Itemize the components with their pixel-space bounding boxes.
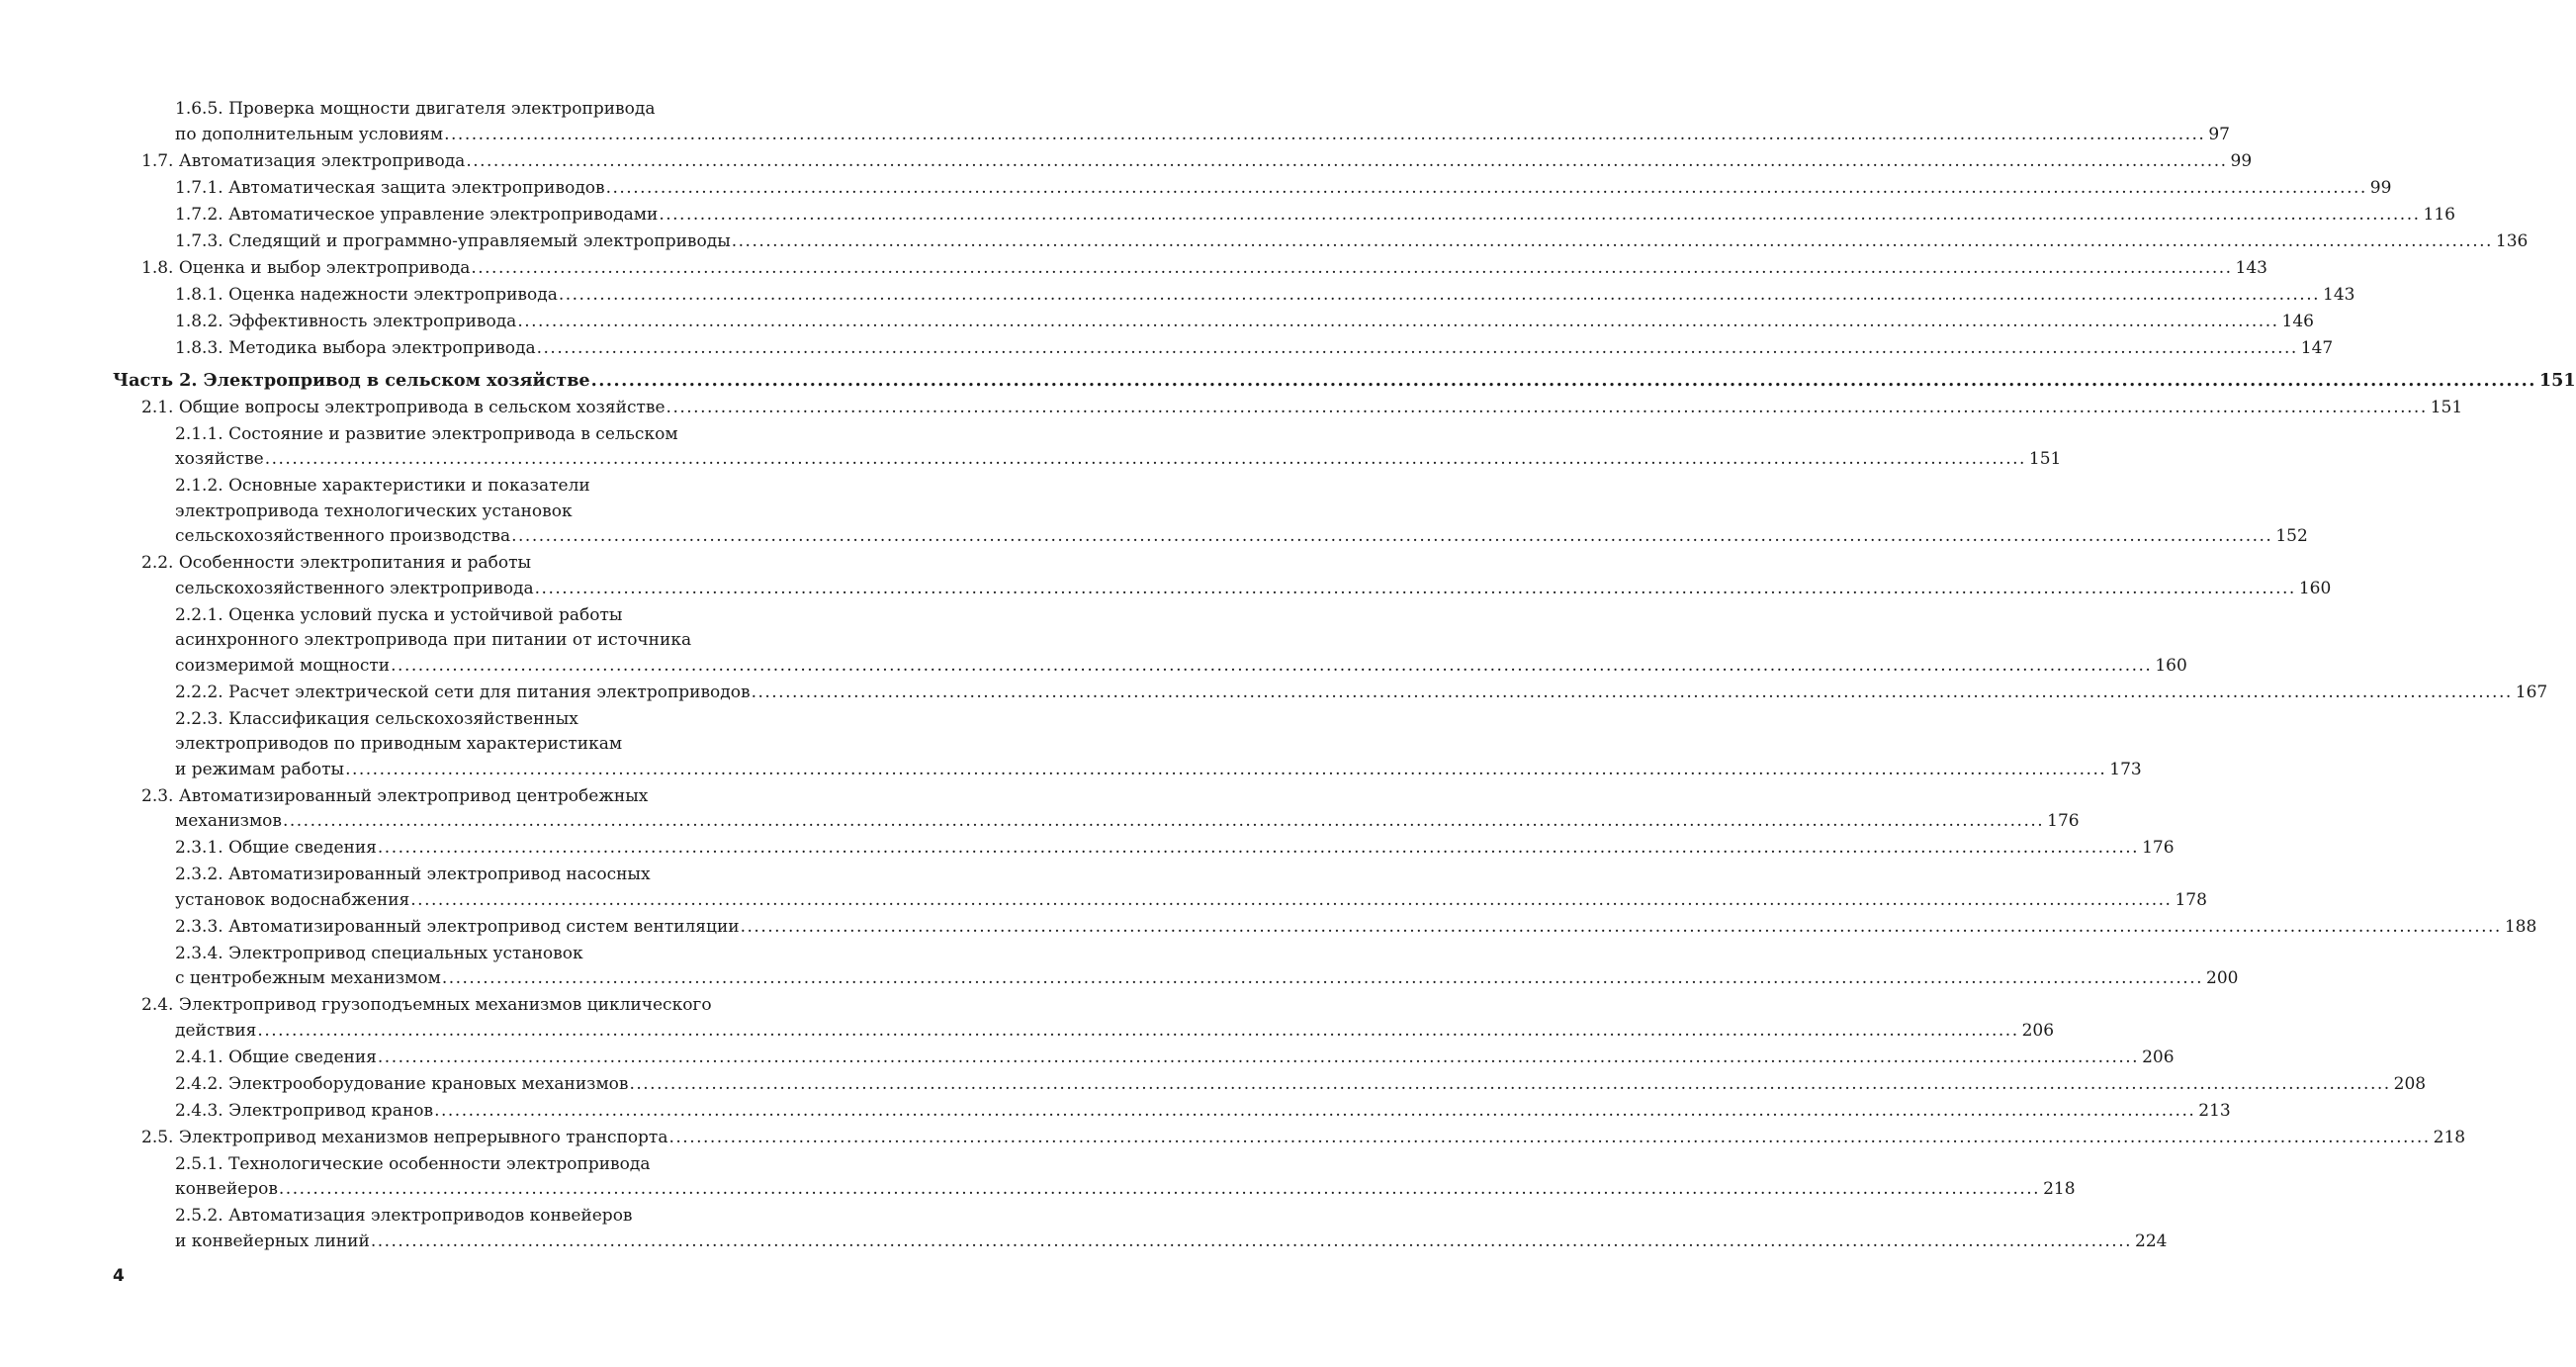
- toc-entry-text: 2.2.2. Расчет электрической сети для питания электроприводов: [175, 682, 751, 702]
- toc-entry-text: 1.8.1. Оценка надежности электропривода: [175, 284, 558, 305]
- dot-leader: [442, 968, 2203, 988]
- dot-leader: [517, 312, 2278, 331]
- toc-page-number: 152: [2275, 526, 2308, 546]
- dot-leader: [511, 526, 2272, 546]
- toc-page-number: 218: [2433, 1127, 2466, 1147]
- dot-leader: [279, 1179, 2040, 1199]
- toc-page-number: 173: [2109, 759, 2142, 779]
- toc-entry-text: электроприводов по приводным характеристикам: [175, 734, 623, 754]
- dot-leader: [591, 370, 2536, 391]
- toc-entry-row: [175, 176, 2392, 202]
- toc-entry-text: действия: [175, 1020, 257, 1041]
- dot-leader: [434, 1101, 2195, 1121]
- toc-subsection: [113, 176, 2392, 202]
- toc-entry-row: [141, 1019, 2055, 1045]
- dot-leader: [378, 1048, 2139, 1067]
- toc-entry-text: 2.5. Электропривод механизмов непрерывного транспорта: [141, 1127, 668, 1147]
- toc-entry-text: асинхронного электропривода при питании от источника: [175, 630, 692, 650]
- toc-subsection: [113, 336, 2334, 362]
- toc-page-number: 206: [2142, 1047, 2175, 1067]
- toc-section: [113, 149, 2253, 175]
- toc-entry-text: 2.1. Общие вопросы электропривода в сельском хозяйстве: [141, 397, 666, 417]
- toc-entry-text: 2.3.4. Электропривод специальных установок: [175, 943, 583, 963]
- toc-subsection: [113, 836, 2175, 862]
- toc-subsection: [113, 203, 2455, 228]
- toc-entry-row: [175, 1230, 2168, 1255]
- dot-leader: [535, 579, 2296, 598]
- toc-page-number: 99: [2230, 150, 2253, 171]
- toc-subsection: [113, 1099, 2231, 1125]
- toc-subsection: [113, 1204, 2168, 1254]
- toc-subsection: [113, 1152, 2076, 1203]
- toc-section: [113, 1126, 2466, 1151]
- toc-subsection: [113, 603, 2187, 680]
- toc-entry-text: 2.5.1. Технологические особенности электропривода: [175, 1153, 651, 1174]
- toc-entry-text: 1.7.2. Автоматическое управление электроприводами: [175, 204, 659, 225]
- dot-leader: [629, 1074, 2390, 1094]
- toc-entry-row: [141, 809, 2080, 835]
- dot-leader: [345, 760, 2106, 779]
- toc-section: [113, 784, 2080, 835]
- toc-page-number: 160: [2155, 655, 2187, 676]
- toc-page-number: 143: [2323, 284, 2355, 305]
- toc-page-number: 151: [2430, 397, 2463, 417]
- toc-entry-row: [175, 758, 2142, 783]
- dot-leader: [466, 151, 2227, 171]
- toc-entry-text: 2.4.2. Электрооборудование крановых механизмов: [175, 1073, 629, 1094]
- toc-page-number: 206: [2021, 1020, 2055, 1041]
- toc-entry-row: [175, 283, 2355, 309]
- toc-entry-text: 2.2. Особенности электропитания и работы: [141, 553, 532, 573]
- toc-entry-text: 2.3. Автоматизированный электропривод центробежных: [141, 785, 649, 806]
- toc-entry-text: 1.7. Автоматизация электропривода: [141, 150, 466, 171]
- toc-entry-row: [141, 396, 2463, 421]
- toc-entry-text: 2.1.1. Состояние и развитие электропривода в сельском: [175, 423, 678, 444]
- toc-entry-row: [175, 681, 2548, 706]
- toc-page-number: 213: [2198, 1100, 2231, 1121]
- toc-section: [113, 551, 2332, 601]
- toc-page-number: 97: [2208, 124, 2230, 144]
- toc-entry-text: 1.7.1. Автоматическая защита электроприводов: [175, 177, 605, 198]
- toc-entry-row: [175, 1072, 2427, 1098]
- toc-page-number: 136: [2495, 230, 2529, 251]
- dot-leader: [410, 890, 2172, 910]
- dot-leader: [471, 258, 2232, 278]
- dot-leader: [606, 178, 2367, 198]
- dot-leader: [391, 656, 2152, 676]
- page-number: 4: [113, 1266, 125, 1286]
- toc-entry-text: 1.7.3. Следящий и программно-управляемый электроприводы: [175, 230, 731, 251]
- toc-page-number: 200: [2206, 968, 2239, 988]
- toc-entry-row: [175, 1177, 2076, 1203]
- toc-subsection: [113, 310, 2314, 335]
- toc-page-number: 151: [2028, 449, 2062, 469]
- toc-page-number: 146: [2281, 311, 2314, 331]
- toc-entry-row: [175, 524, 2308, 550]
- dot-leader: [732, 231, 2493, 251]
- dot-leader: [741, 917, 2502, 937]
- toc-page-number: 116: [2423, 204, 2455, 225]
- toc-subsection: [113, 474, 2308, 550]
- table-of-contents: [113, 97, 2576, 1256]
- toc-entry-text: соизмеримой мощности: [175, 655, 391, 676]
- dot-leader: [283, 811, 2044, 831]
- dot-leader: [659, 205, 2420, 225]
- toc-entry-text: электропривода технологических установок: [175, 501, 573, 521]
- dot-leader: [265, 449, 2026, 469]
- dot-leader: [559, 285, 2320, 305]
- toc-page-number: 143: [2235, 257, 2267, 278]
- toc-entry-text: механизмов: [175, 811, 282, 831]
- toc-entry-row: [175, 836, 2175, 862]
- toc-entry-row: [175, 310, 2314, 335]
- toc-subsection: [113, 97, 2230, 147]
- toc-subsection: [113, 422, 2062, 473]
- toc-part-heading: [113, 368, 2576, 394]
- toc-subsection: [113, 229, 2529, 255]
- toc-entry-row: [113, 368, 2576, 394]
- toc-page-number: 151: [2538, 370, 2576, 391]
- toc-entry-row: [175, 1046, 2175, 1071]
- toc-entry-text: хозяйстве: [175, 449, 264, 469]
- toc-entry-text: 2.4.3. Электропривод кранов: [175, 1100, 434, 1121]
- toc-page-number: 218: [2043, 1179, 2076, 1199]
- toc-page-number: 178: [2175, 889, 2207, 910]
- toc-entry-text: по дополнительным условиям: [175, 124, 444, 144]
- toc-entry-text: 1.8.2. Эффективность электропривода: [175, 311, 517, 331]
- toc-entry-row: [175, 123, 2230, 148]
- dot-leader: [371, 1231, 2132, 1251]
- toc-entry-text: сельскохозяйственного производства: [175, 526, 511, 546]
- toc-entry-text: 1.8. Оценка и выбор электропривода: [141, 257, 471, 278]
- toc-entry-row: [175, 888, 2207, 914]
- toc-page-number: 160: [2298, 578, 2332, 598]
- dot-leader: [378, 838, 2139, 858]
- toc-entry-text: Часть 2. Электропривод в сельском хозяйстве: [113, 370, 590, 391]
- toc-entry-text: 1.6.5. Проверка мощности двигателя электропривода: [175, 99, 656, 119]
- toc-subsection: [113, 915, 2537, 941]
- toc-subsection: [113, 283, 2355, 309]
- toc-subsection: [113, 1046, 2175, 1071]
- toc-entry-text: 2.3.1. Общие сведения: [175, 838, 377, 858]
- toc-entry-row: [175, 336, 2334, 362]
- toc-page-number: 176: [2142, 838, 2175, 858]
- toc-entry-text: и режимам работы: [175, 759, 345, 779]
- toc-entry-row: [175, 915, 2537, 941]
- toc-entry-text: и конвейерных линий: [175, 1230, 370, 1251]
- toc-entry-row: [175, 229, 2529, 255]
- dot-leader: [257, 1021, 2018, 1041]
- toc-entry-row: [175, 654, 2187, 680]
- toc-entry-row: [141, 577, 2332, 602]
- dot-leader: [668, 1128, 2430, 1147]
- dot-leader: [666, 398, 2428, 417]
- toc-page-number: 167: [2515, 682, 2548, 702]
- toc-entry-text: с центробежным механизмом: [175, 968, 441, 988]
- toc-entry-row: [175, 1099, 2231, 1125]
- toc-page-number: 99: [2369, 177, 2392, 198]
- toc-entry-text: 2.5.2. Автоматизация электроприводов конвейеров: [175, 1206, 633, 1226]
- toc-entry-text: 2.4. Электропривод грузоподъемных механизмов циклического: [141, 995, 712, 1015]
- toc-page-number: 208: [2393, 1073, 2427, 1094]
- toc-entry-text: установок водоснабжения: [175, 889, 410, 910]
- toc-subsection: [113, 681, 2548, 706]
- toc-subsection: [113, 1072, 2427, 1098]
- dot-leader: [752, 683, 2513, 702]
- toc-section: [113, 993, 2055, 1044]
- toc-entry-text: 1.8.3. Методика выбора электропривода: [175, 337, 536, 358]
- dot-leader: [444, 125, 2205, 144]
- toc-entry-text: сельскохозяйственного электропривода: [175, 578, 534, 598]
- toc-entry-row: [141, 1126, 2466, 1151]
- toc-entry-row: [141, 149, 2253, 175]
- dot-leader: [537, 338, 2298, 358]
- toc-entry-text: 2.4.1. Общие сведения: [175, 1047, 377, 1067]
- toc-entry-row: [175, 447, 2062, 473]
- toc-subsection: [113, 707, 2142, 783]
- toc-page-number: 224: [2135, 1230, 2168, 1251]
- toc-entry-text: конвейеров: [175, 1179, 278, 1199]
- toc-subsection: [113, 863, 2207, 913]
- toc-subsection: [113, 942, 2239, 992]
- toc-entry-row: [175, 966, 2239, 992]
- toc-section: [113, 256, 2267, 282]
- toc-entry-text: 2.3.3. Автоматизированный электропривод систем вентиляции: [175, 916, 740, 937]
- toc-entry-row: [141, 256, 2267, 282]
- toc-entry-text: 2.3.2. Автоматизированный электропривод насосных: [175, 865, 651, 884]
- toc-section: [113, 396, 2463, 421]
- toc-entry-text: 2.2.1. Оценка условий пуска и устойчивой работы: [175, 604, 623, 625]
- toc-entry-row: [175, 203, 2455, 228]
- toc-page-number: 147: [2300, 337, 2334, 358]
- toc-entry-text: 2.1.2. Основные характеристики и показатели: [175, 476, 590, 496]
- toc-page-number: 176: [2047, 811, 2080, 831]
- toc-entry-text: 2.2.3. Классификация сельскохозяйственных: [175, 708, 578, 729]
- toc-page-number: 188: [2504, 916, 2537, 937]
